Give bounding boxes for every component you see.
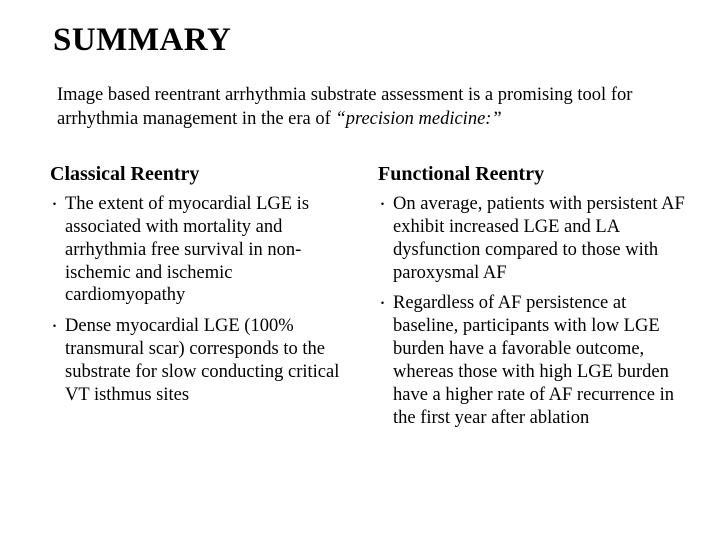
intro-text: Image based reentrant arrhythmia substrate assessment is a promising tool for arrhythmia management in the era of	[57, 85, 633, 129]
column-functional-reentry	[378, 162, 690, 437]
content-columns	[50, 162, 690, 437]
list-item: · Regardless of AF persistence at baseline, participants with low LGE burden have a favorable outcome, whereas those with high LGE burden have a higher rate of AF recurrence in the first year after ablation	[378, 292, 693, 429]
intro-emphasis: “precision medicine:”	[335, 108, 502, 129]
intro-paragraph	[57, 84, 669, 131]
list-item: · The extent of myocardial LGE is associated with mortality and arrhythmia free survival in non-ischemic and ischemic cardiomyopathy	[50, 193, 355, 307]
column-heading-functional: Functional Reentry	[378, 163, 545, 185]
list-item: · On average, patients with persistent AF exhibit increased LGE and LA dysfunction compared to those with paroxysmal AF	[378, 193, 693, 284]
bullet-list-classical	[50, 193, 362, 407]
bullet-list-functional	[378, 193, 690, 429]
column-heading-classical: Classical Reentry	[50, 163, 200, 185]
list-item: · Dense myocardial LGE (100% transmural scar) corresponds to the substrate for slow conducting critical VT isthmus sites	[50, 315, 355, 406]
page-title: SUMMARY	[53, 22, 232, 58]
column-classical-reentry	[50, 162, 362, 437]
